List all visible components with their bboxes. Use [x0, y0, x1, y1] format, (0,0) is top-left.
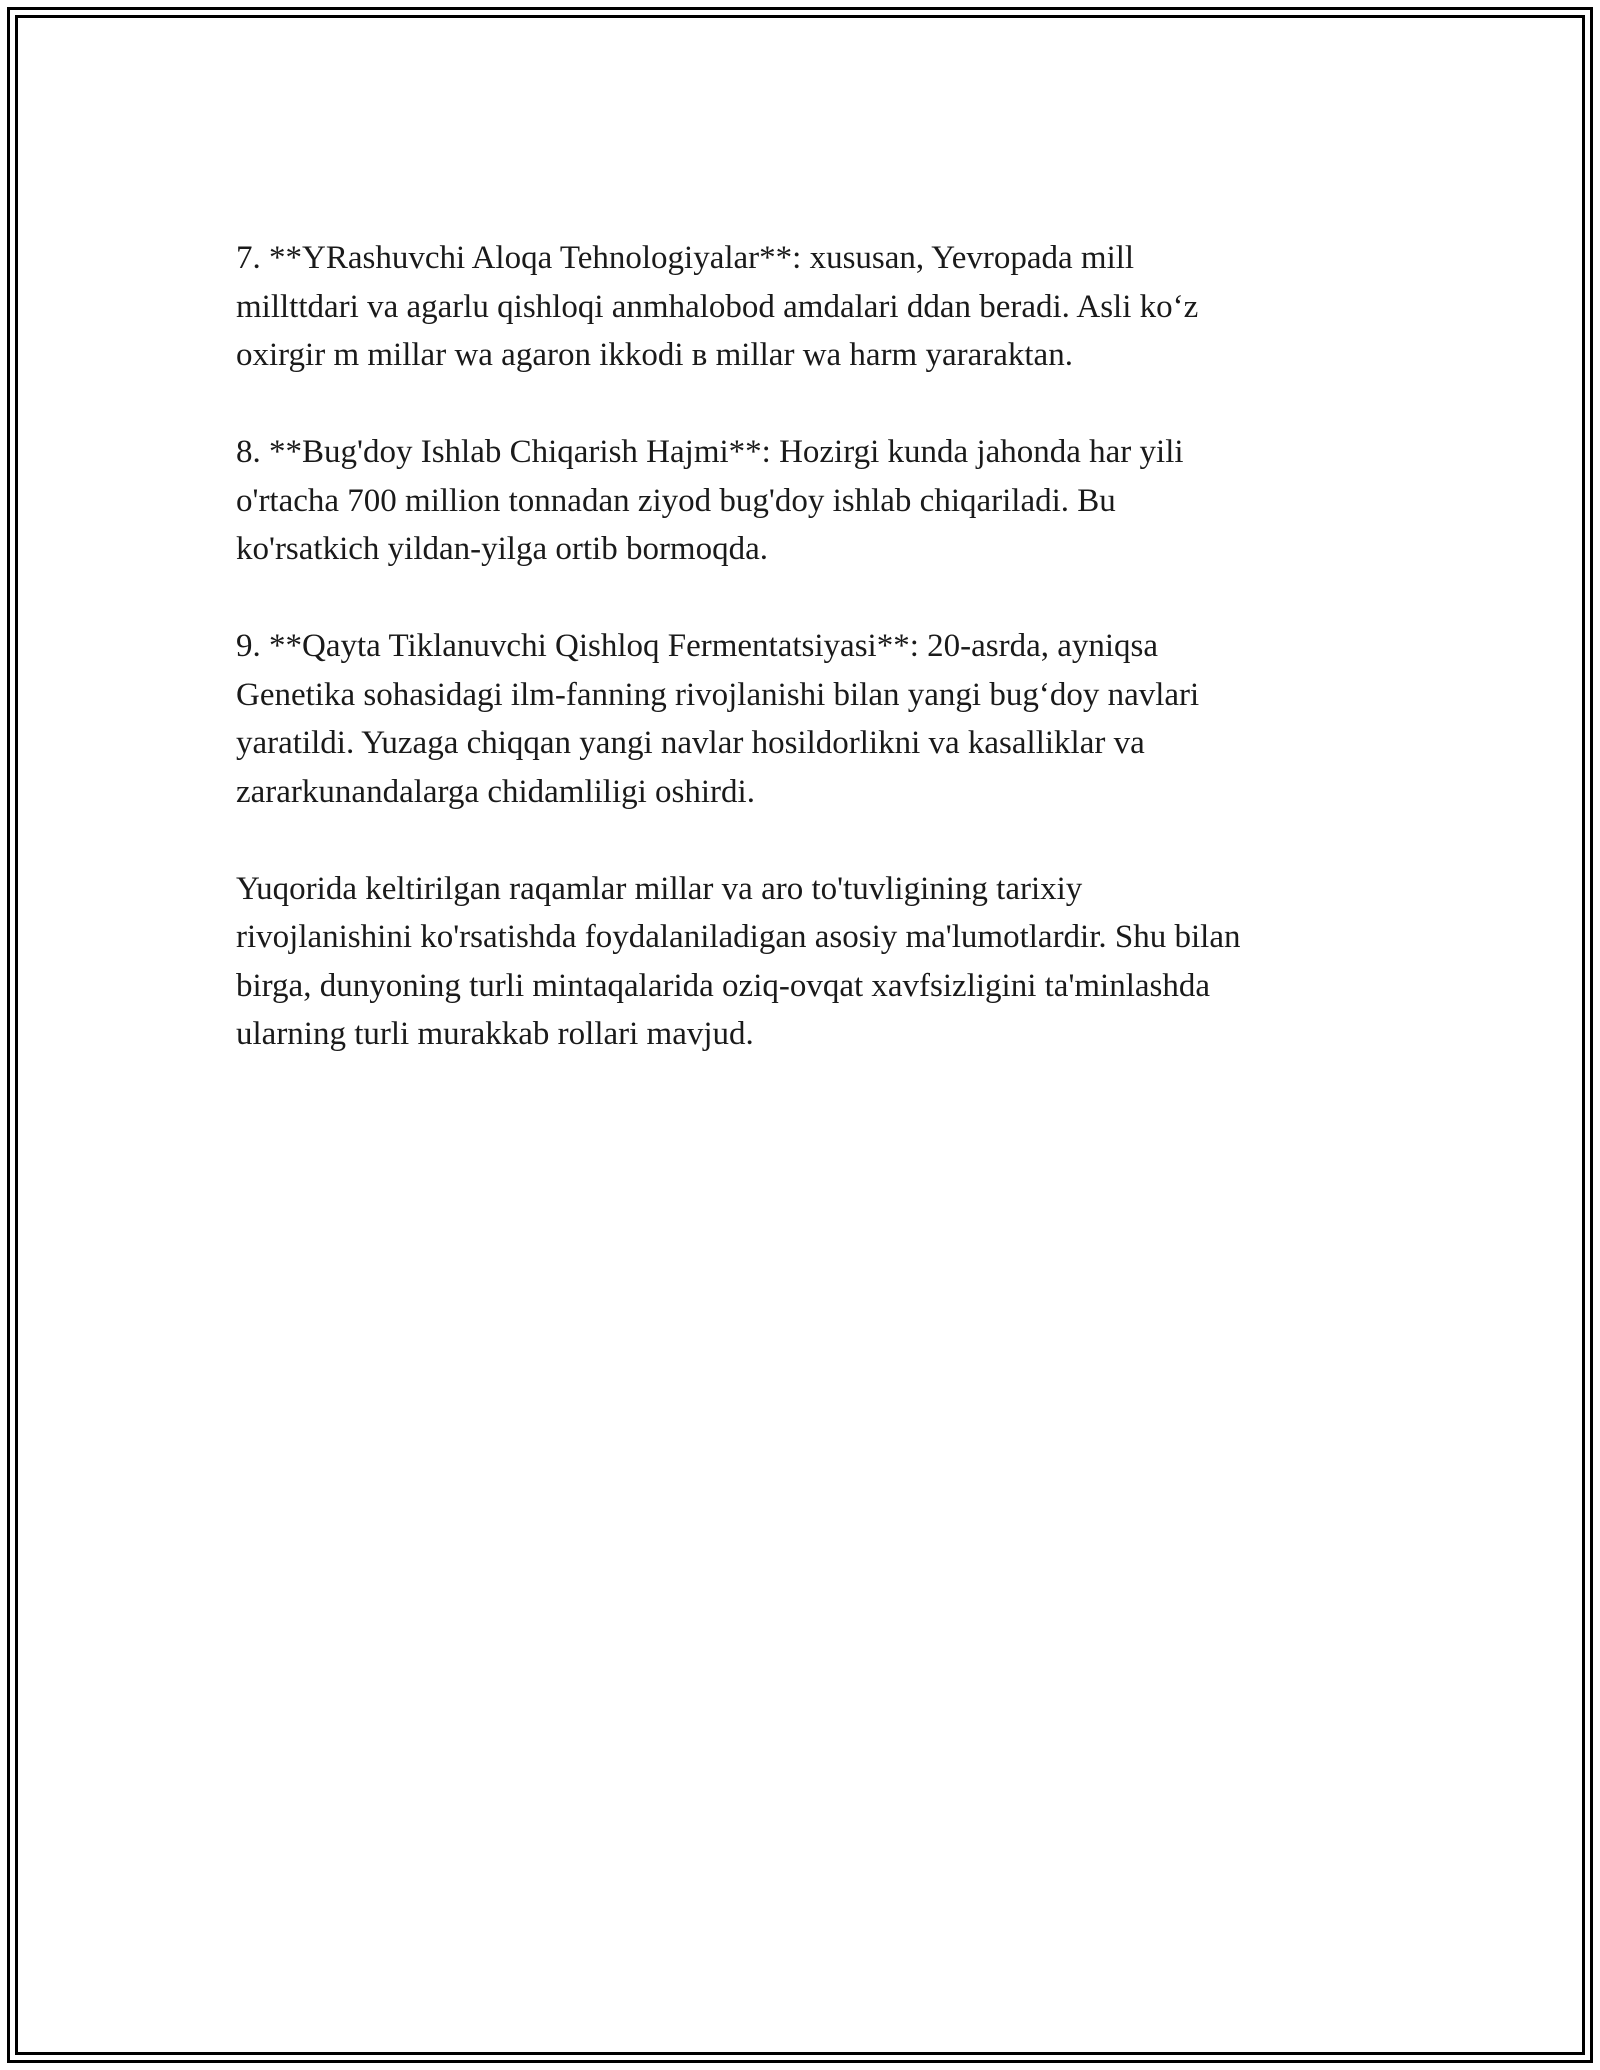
paragraph-item-9: 9. **Qayta Tiklanuvchi Qishloq Fermentatsiyasi**: 20-asrda, ayniqsa Genetika sohasidagi ilm-fanning rivojlanishi bilan yangi bug‘doy navlari yaratildi. Yuzaga chiqqan yangi navlar hosildorlikni va kasalliklar va zararkunandalarga chidamliligi oshirdi. [236, 628, 1200, 810]
paragraph-item-8: 8. **Bug'doy Ishlab Chiqarish Hajmi**: Hozirgi kunda jahonda har yili o'rtacha 700 million tonnadan ziyod bug'doy ishlab chiqariladi. Bu ko'rsatkich yildan-yilga ortib bormoqda. [236, 434, 1184, 567]
paragraph-item-7: 7. **YRashuvchi Aloqa Tehnologiyalar**: xususan, Yevropada mill millttdari va agarlu qishloqi anmhalobod amdalari ddan beradi. Asli ko‘z oxirgir m millar wa agaron ikkodi в millar wa harm yararaktan. [236, 240, 1199, 373]
paragraph-conclusion: Yuqorida keltirilgan raqamlar millar va aro to'tuvligining tarixiy rivojlanishini ko'rsatishda foydalaniladigan asosiy ma'lumotlardir. Shu bilan birga, dunyoning turli mintaqalarida oziq-ovqat xavfsizligini ta'minlashda ularning turli murakkab rollari mavjud. [236, 870, 1241, 1052]
document-body [236, 234, 1356, 1107]
